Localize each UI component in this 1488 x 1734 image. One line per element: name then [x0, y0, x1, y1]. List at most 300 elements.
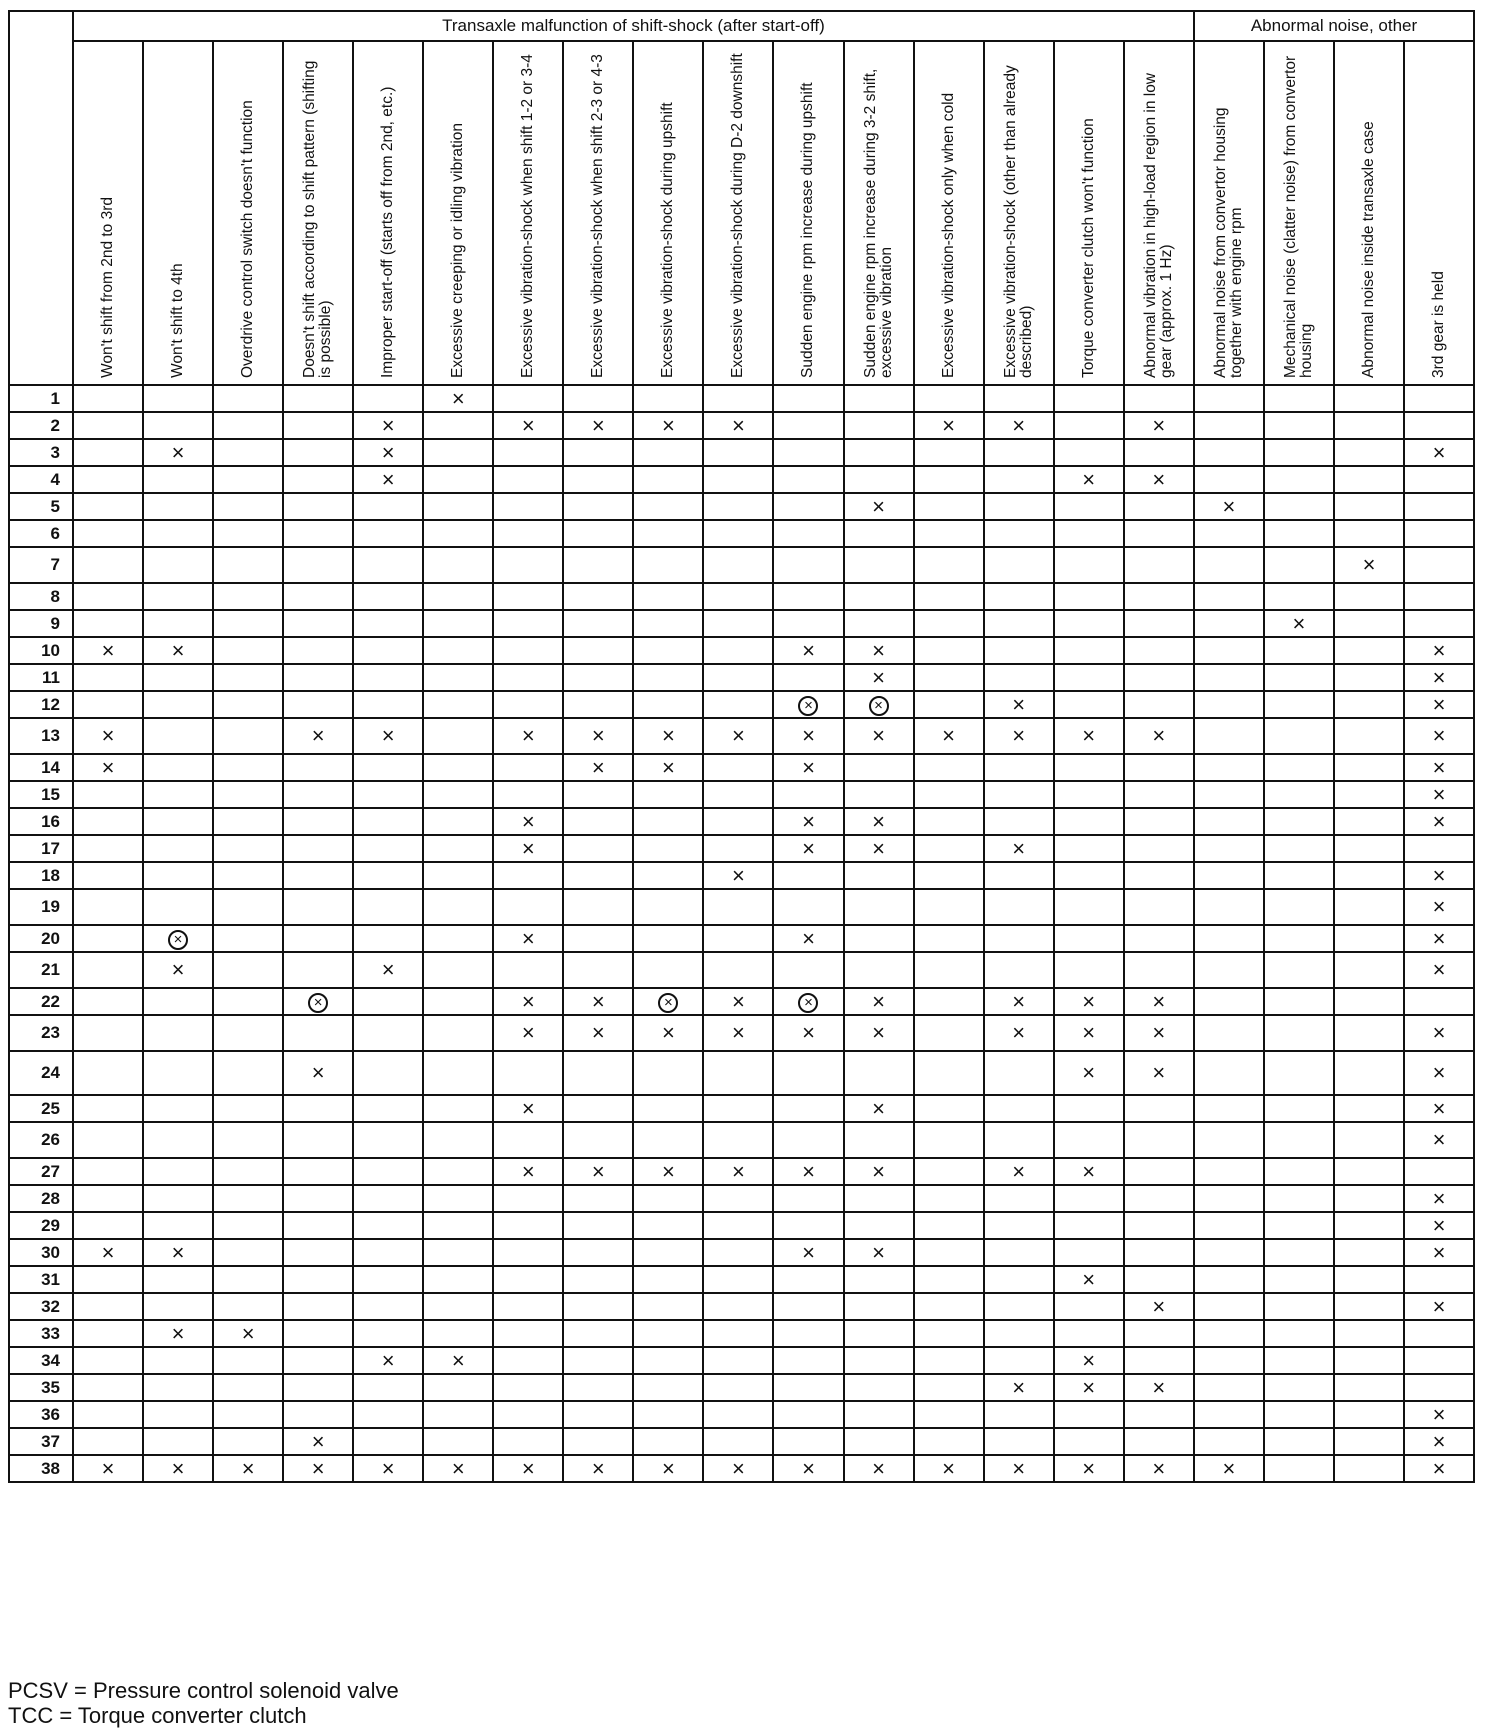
empty-cell [703, 385, 773, 412]
empty-cell [213, 718, 283, 754]
empty-cell [353, 1401, 423, 1428]
marked-cell [1054, 1015, 1124, 1051]
x-mark: × [1432, 925, 1446, 951]
empty-cell [73, 808, 143, 835]
column-header-label: Excessive creeping or idling vibration [449, 122, 467, 378]
empty-cell [493, 610, 563, 637]
row-number: 31 [9, 1266, 73, 1293]
x-mark: × [1152, 1455, 1166, 1481]
empty-cell [563, 691, 633, 718]
empty-cell [1124, 952, 1194, 988]
empty-cell [353, 547, 423, 583]
empty-cell [703, 1212, 773, 1239]
x-mark: × [802, 925, 815, 951]
empty-cell [213, 385, 283, 412]
empty-cell [213, 1293, 283, 1320]
empty-cell [633, 466, 703, 493]
empty-cell [283, 466, 353, 493]
empty-cell [423, 1239, 493, 1266]
empty-cell [1194, 862, 1264, 889]
empty-cell [1404, 412, 1474, 439]
empty-cell [493, 1051, 563, 1095]
marked-cell [633, 1015, 703, 1051]
x-mark: × [1432, 808, 1446, 834]
empty-cell [563, 637, 633, 664]
empty-cell [914, 439, 984, 466]
marked-cell [844, 1158, 914, 1185]
empty-cell [1054, 1239, 1124, 1266]
corner-cell [9, 11, 73, 385]
row-number: 12 [9, 691, 73, 718]
table-row [9, 637, 1474, 664]
circled-x-mark: × [308, 993, 328, 1013]
empty-cell [423, 862, 493, 889]
empty-cell [844, 952, 914, 988]
empty-cell [213, 835, 283, 862]
marked-cell [984, 1015, 1054, 1051]
empty-cell [773, 547, 843, 583]
empty-cell [353, 988, 423, 1015]
x-mark: × [1222, 1455, 1236, 1481]
empty-cell [703, 952, 773, 988]
empty-cell [703, 583, 773, 610]
column-header-label: Torque converter clutch won't function [1079, 118, 1097, 378]
empty-cell [914, 1122, 984, 1158]
x-mark: × [1432, 1401, 1446, 1427]
column-header [423, 41, 493, 385]
column-header [1404, 41, 1474, 385]
empty-cell [633, 547, 703, 583]
empty-cell [353, 610, 423, 637]
empty-cell [493, 547, 563, 583]
table-row [9, 925, 1474, 952]
marked-cell [984, 835, 1054, 862]
empty-cell [143, 1266, 213, 1293]
marked-cell [703, 1455, 773, 1482]
marked-cell [1124, 1051, 1194, 1095]
empty-cell [844, 754, 914, 781]
table-row [9, 466, 1474, 493]
empty-cell [1264, 1455, 1334, 1482]
marked-cell [1404, 1212, 1474, 1239]
empty-cell [73, 664, 143, 691]
x-mark: × [521, 1455, 535, 1481]
marked-cell [353, 718, 423, 754]
empty-cell [1194, 1374, 1264, 1401]
x-mark: × [872, 493, 885, 519]
empty-cell [423, 781, 493, 808]
empty-cell [73, 691, 143, 718]
empty-cell [353, 493, 423, 520]
empty-cell [563, 862, 633, 889]
empty-cell [984, 952, 1054, 988]
table-row [9, 781, 1474, 808]
marked-cell [353, 1347, 423, 1374]
empty-cell [914, 547, 984, 583]
marked-cell [493, 718, 563, 754]
empty-cell [984, 1266, 1054, 1293]
empty-cell [984, 754, 1054, 781]
marked-cell [1404, 808, 1474, 835]
empty-cell [844, 1401, 914, 1428]
empty-cell [1194, 988, 1264, 1015]
x-mark: × [1432, 637, 1446, 663]
empty-cell [563, 493, 633, 520]
empty-cell [423, 1266, 493, 1293]
empty-cell [914, 466, 984, 493]
empty-cell [423, 1015, 493, 1051]
empty-cell [423, 1428, 493, 1455]
x-mark: × [872, 1239, 885, 1265]
x-mark: × [1432, 1455, 1446, 1481]
marked-cell [1404, 781, 1474, 808]
column-header-label: Overdrive control switch doesn't function [239, 100, 257, 378]
empty-cell [493, 781, 563, 808]
x-mark: × [101, 1455, 115, 1481]
marked-cell [493, 925, 563, 952]
empty-cell [984, 466, 1054, 493]
marked-cell [353, 1455, 423, 1482]
marked-cell [844, 718, 914, 754]
empty-cell [213, 1374, 283, 1401]
empty-cell [1194, 1051, 1264, 1095]
x-mark: × [451, 1455, 465, 1481]
empty-cell [423, 412, 493, 439]
empty-cell [1124, 754, 1194, 781]
empty-cell [563, 610, 633, 637]
marked-cell [1054, 1266, 1124, 1293]
row-number: 34 [9, 1347, 73, 1374]
empty-cell [73, 466, 143, 493]
marked-cell [773, 1455, 843, 1482]
marked-cell [423, 385, 493, 412]
x-mark: × [872, 1095, 885, 1121]
empty-cell [1264, 1401, 1334, 1428]
empty-cell [773, 385, 843, 412]
empty-cell [493, 520, 563, 547]
empty-cell [423, 547, 493, 583]
empty-cell [423, 1320, 493, 1347]
empty-cell [914, 691, 984, 718]
table-row [9, 835, 1474, 862]
column-header-label: Abnormal noise from convertor housing together with engine rpm [1211, 107, 1245, 378]
marked-cell [773, 1015, 843, 1051]
table-row [9, 754, 1474, 781]
x-mark: × [872, 1020, 885, 1045]
x-mark: × [1432, 1239, 1446, 1265]
column-header [773, 41, 843, 385]
empty-cell [984, 1185, 1054, 1212]
empty-cell [914, 664, 984, 691]
empty-cell [353, 1428, 423, 1455]
empty-cell [984, 808, 1054, 835]
row-number: 18 [9, 862, 73, 889]
empty-cell [1124, 1158, 1194, 1185]
empty-cell [143, 583, 213, 610]
empty-cell [1054, 808, 1124, 835]
empty-cell [703, 781, 773, 808]
empty-cell [423, 1051, 493, 1095]
empty-cell [1334, 1239, 1404, 1266]
empty-cell [73, 1293, 143, 1320]
empty-cell [1264, 385, 1334, 412]
table-row [9, 889, 1474, 925]
empty-cell [1124, 925, 1194, 952]
empty-cell [1264, 493, 1334, 520]
empty-cell [213, 1428, 283, 1455]
x-mark: × [661, 1455, 675, 1481]
empty-cell [1194, 1401, 1264, 1428]
empty-cell [914, 952, 984, 988]
x-mark: × [872, 808, 885, 834]
row-number: 37 [9, 1428, 73, 1455]
marked-cell [563, 1158, 633, 1185]
empty-cell [773, 1185, 843, 1212]
marked-cell [143, 439, 213, 466]
x-mark: × [802, 808, 815, 834]
empty-cell [1194, 952, 1264, 988]
marked-cell [773, 754, 843, 781]
empty-cell [283, 1374, 353, 1401]
empty-cell [984, 1401, 1054, 1428]
marked-cell [353, 952, 423, 988]
marked-cell [984, 1374, 1054, 1401]
marked-cell [1404, 637, 1474, 664]
empty-cell [143, 466, 213, 493]
empty-cell [283, 691, 353, 718]
empty-cell [914, 889, 984, 925]
column-header [914, 41, 984, 385]
empty-cell [1124, 1095, 1194, 1122]
empty-cell [563, 1374, 633, 1401]
empty-cell [1264, 439, 1334, 466]
marked-cell [73, 754, 143, 781]
circled-x-mark: × [798, 993, 818, 1013]
table-row [9, 988, 1474, 1015]
empty-cell [563, 664, 633, 691]
empty-cell [1194, 439, 1264, 466]
empty-cell [914, 1095, 984, 1122]
empty-cell [1334, 1293, 1404, 1320]
diagnosis-table [8, 10, 1475, 1483]
x-mark: × [872, 637, 885, 663]
marked-cell [1124, 1293, 1194, 1320]
empty-cell [353, 754, 423, 781]
x-mark: × [1152, 723, 1166, 748]
empty-cell [914, 988, 984, 1015]
marked-cell [493, 835, 563, 862]
empty-cell [703, 754, 773, 781]
empty-cell [423, 835, 493, 862]
empty-cell [1264, 754, 1334, 781]
empty-cell [1194, 610, 1264, 637]
empty-cell [633, 1051, 703, 1095]
x-mark: × [661, 1158, 675, 1184]
empty-cell [633, 781, 703, 808]
empty-cell [633, 862, 703, 889]
empty-cell [283, 439, 353, 466]
table-row [9, 1374, 1474, 1401]
empty-cell [773, 862, 843, 889]
empty-cell [563, 1428, 633, 1455]
empty-cell [1194, 1239, 1264, 1266]
empty-cell [1404, 610, 1474, 637]
empty-cell [353, 781, 423, 808]
empty-cell [633, 610, 703, 637]
empty-cell [283, 1266, 353, 1293]
empty-cell [143, 835, 213, 862]
marked-cell [1124, 1015, 1194, 1051]
row-number: 23 [9, 1015, 73, 1051]
empty-cell [773, 1428, 843, 1455]
empty-cell [1054, 637, 1124, 664]
empty-cell [914, 1401, 984, 1428]
marked-cell [773, 691, 843, 718]
empty-cell [984, 547, 1054, 583]
empty-cell [563, 889, 633, 925]
x-mark: × [101, 723, 115, 748]
x-mark: × [1152, 1020, 1166, 1045]
empty-cell [423, 889, 493, 925]
empty-cell [563, 1401, 633, 1428]
empty-cell [563, 547, 633, 583]
x-mark: × [872, 1158, 885, 1184]
empty-cell [633, 664, 703, 691]
marked-cell [283, 988, 353, 1015]
empty-cell [353, 925, 423, 952]
table-row [9, 1455, 1474, 1482]
empty-cell [844, 583, 914, 610]
x-mark: × [521, 808, 535, 834]
marked-cell [73, 1455, 143, 1482]
x-mark: × [1432, 957, 1446, 982]
empty-cell [914, 1015, 984, 1051]
empty-cell [773, 1266, 843, 1293]
empty-cell [914, 1185, 984, 1212]
empty-cell [423, 952, 493, 988]
empty-cell [1054, 835, 1124, 862]
empty-cell [283, 925, 353, 952]
empty-cell [353, 520, 423, 547]
column-header [353, 41, 423, 385]
x-mark: × [1362, 552, 1376, 577]
column-header [563, 41, 633, 385]
x-mark: × [1012, 1455, 1026, 1481]
empty-cell [423, 610, 493, 637]
x-mark: × [591, 1455, 605, 1481]
marked-cell [844, 1239, 914, 1266]
x-mark: × [171, 1320, 185, 1346]
x-mark: × [732, 723, 745, 748]
empty-cell [73, 547, 143, 583]
empty-cell [73, 835, 143, 862]
empty-cell [1264, 583, 1334, 610]
marked-cell [563, 718, 633, 754]
empty-cell [703, 547, 773, 583]
empty-cell [73, 988, 143, 1015]
x-mark: × [381, 723, 395, 748]
empty-cell [213, 664, 283, 691]
x-mark: × [1432, 1020, 1446, 1045]
table-row [9, 493, 1474, 520]
empty-cell [1194, 412, 1264, 439]
empty-cell [283, 493, 353, 520]
empty-cell [73, 1347, 143, 1374]
column-header-label: Abnormal vibration in high-load region in low gear (approx. 1 Hz) [1141, 72, 1175, 378]
x-mark: × [802, 1020, 815, 1045]
diagnosis-matrix [8, 10, 1475, 1483]
empty-cell [143, 1374, 213, 1401]
empty-cell [844, 925, 914, 952]
empty-cell [283, 754, 353, 781]
row-number: 32 [9, 1293, 73, 1320]
empty-cell [493, 1401, 563, 1428]
empty-cell [633, 1347, 703, 1374]
x-mark: × [1012, 988, 1026, 1014]
empty-cell [984, 1239, 1054, 1266]
empty-cell [493, 1428, 563, 1455]
empty-cell [1194, 1320, 1264, 1347]
empty-cell [423, 1374, 493, 1401]
empty-cell [1334, 808, 1404, 835]
marked-cell [1124, 988, 1194, 1015]
column-header [1054, 41, 1124, 385]
empty-cell [353, 889, 423, 925]
empty-cell [283, 781, 353, 808]
column-header [73, 41, 143, 385]
empty-cell [1054, 520, 1124, 547]
empty-cell [1194, 835, 1264, 862]
x-mark: × [661, 412, 675, 438]
empty-cell [213, 1158, 283, 1185]
column-header-label: 3rd gear is held [1430, 271, 1448, 378]
marked-cell [1124, 1455, 1194, 1482]
column-header-label: Excessive vibration-shock (other than already described) [1001, 65, 1035, 378]
empty-cell [633, 1185, 703, 1212]
empty-cell [1194, 754, 1264, 781]
x-mark: × [1152, 466, 1166, 492]
empty-cell [914, 1428, 984, 1455]
empty-cell [1054, 1095, 1124, 1122]
circled-x-mark: × [168, 930, 188, 950]
empty-cell [423, 1401, 493, 1428]
x-mark: × [171, 439, 185, 465]
empty-cell [1124, 547, 1194, 583]
empty-cell [633, 1293, 703, 1320]
row-number: 20 [9, 925, 73, 952]
empty-cell [1124, 520, 1194, 547]
empty-cell [984, 1095, 1054, 1122]
empty-cell [1334, 1428, 1404, 1455]
empty-cell [633, 1239, 703, 1266]
empty-cell [283, 664, 353, 691]
row-number: 3 [9, 439, 73, 466]
x-mark: × [1012, 412, 1026, 438]
empty-cell [703, 925, 773, 952]
empty-cell [773, 781, 843, 808]
x-mark: × [802, 1158, 815, 1184]
empty-cell [213, 1015, 283, 1051]
empty-cell [283, 583, 353, 610]
empty-cell [844, 412, 914, 439]
empty-cell [1404, 547, 1474, 583]
empty-cell [143, 493, 213, 520]
marked-cell [914, 718, 984, 754]
empty-cell [1264, 1293, 1334, 1320]
marked-cell [703, 1158, 773, 1185]
empty-cell [493, 889, 563, 925]
row-number: 7 [9, 547, 73, 583]
